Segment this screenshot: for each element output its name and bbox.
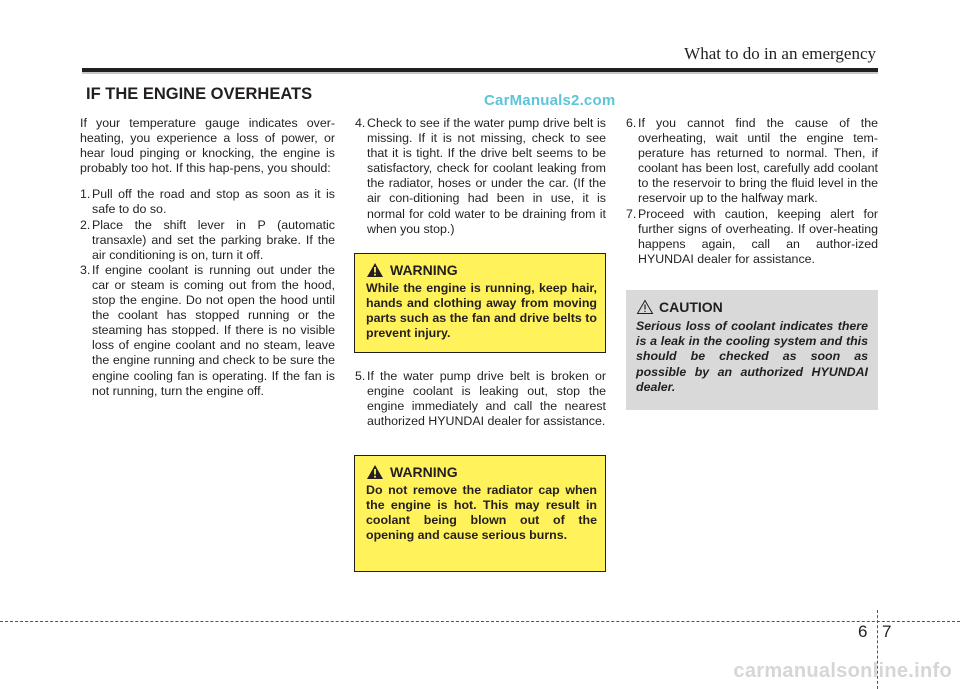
- step-number: 1.: [80, 187, 91, 202]
- warning-triangle-icon: [366, 464, 384, 480]
- step-text: If engine coolant is running out under the car or steam is coming out from the hood, stop the engine. Do not open the hood until the coolant has stopped running or the steaming has stopped. If there is no visible loss of engine coolant and no steam, leave the engine running and check to be sure the engine cooling fan is operating. If the fan is not running, turn the engine off.: [92, 262, 335, 398]
- step-text: Place the shift lever in P (automatic transaxle) and set the parking brake. If the air conditioning is on, turn it off.: [92, 217, 335, 262]
- step-3: [80, 263, 335, 399]
- step-text: If the water pump drive belt is broken or engine coolant is leaking out, stop the engine immediately and call the nearest authorized HYUNDAI dealer for assistance.: [367, 369, 606, 429]
- column-middle: [355, 116, 606, 237]
- step-1: [80, 187, 335, 217]
- warning-triangle-icon: [366, 262, 384, 278]
- caution-header: [636, 299, 868, 315]
- step-number: 6.: [626, 116, 637, 130]
- caution-title: CAUTION: [659, 299, 723, 315]
- footer-rule: [0, 621, 960, 622]
- chapter-header-title: What to do in an emergency: [684, 44, 876, 63]
- warning-text: Do not remove the radiator cap when the engine is hot. This may result in coolant being blown out of the opening and cause serious burns.: [366, 483, 597, 543]
- warning-header: [366, 464, 597, 480]
- step-7: [626, 207, 878, 267]
- page-chapter-number: 6: [858, 622, 868, 641]
- warning-text: While the engine is running, keep hair, hands and clothing away from moving parts such as the fan and drive belts to prevent injury.: [366, 281, 597, 341]
- column-right: [626, 116, 878, 267]
- step-number: 2.: [80, 217, 91, 232]
- header-rule-shadow: [82, 72, 878, 74]
- step-text: Pull off the road and stop as soon as it is safe to do so.: [92, 187, 335, 217]
- warning-box-moving-parts: [354, 253, 606, 353]
- step-number: 3.: [80, 262, 91, 277]
- step-4: [355, 116, 606, 237]
- column-left: [80, 116, 335, 399]
- warning-title: WARNING: [390, 464, 458, 480]
- step-text: Proceed with caution, keeping alert for further signs of overheating. If over-heating happens again, call an author-ized HYUNDAI dealer for assistance.: [638, 206, 878, 266]
- warning-title: WARNING: [390, 262, 458, 278]
- page-number: 7: [882, 622, 892, 641]
- watermark-top[interactable]: CarManuals2.com: [484, 92, 616, 109]
- intro-paragraph: If your temperature gauge indicates over-heating, you experience a loss of power, or hear loud pinging or knocking, the engine is probably too hot. If this hap-pens, you should:: [80, 116, 335, 176]
- watermark-bottom[interactable]: carmanualsonline.info: [733, 660, 952, 682]
- caution-triangle-icon: [636, 299, 654, 315]
- caution-text: Serious loss of coolant indicates there is a leak in the cooling system and this should be checked as soon as possible by an authorized HYUNDAI dealer.: [636, 319, 868, 394]
- warning-box-radiator-cap: [354, 455, 606, 572]
- step-number: 4.: [355, 116, 366, 130]
- step-text: If you cannot find the cause of the overheating, wait until the engine tem-perature has returned to normal. Then, if coolant has been lost, carefully add coolant to the reservoir to bring the fluid level in the reservoir up to the halfway mark.: [638, 116, 878, 206]
- warning-header: [366, 262, 597, 278]
- step-number: 7.: [626, 206, 637, 221]
- step-2: [80, 218, 335, 263]
- step-number: 5.: [355, 369, 366, 383]
- caution-box: [626, 290, 878, 410]
- step-6: [626, 116, 878, 207]
- column-middle-lower: [355, 369, 606, 429]
- step-5: [355, 369, 606, 429]
- step-text: Check to see if the water pump drive belt is missing. If it is not missing, check to see that it is tight. If the drive belt seems to be satisfactory, check for coolant leaking from the radiator, hoses or under the car. (If the air con-ditioning had been in use, it is normal for cold water to be draining from it when you stop.): [367, 116, 606, 236]
- section-title: IF THE ENGINE OVERHEATS: [86, 85, 313, 103]
